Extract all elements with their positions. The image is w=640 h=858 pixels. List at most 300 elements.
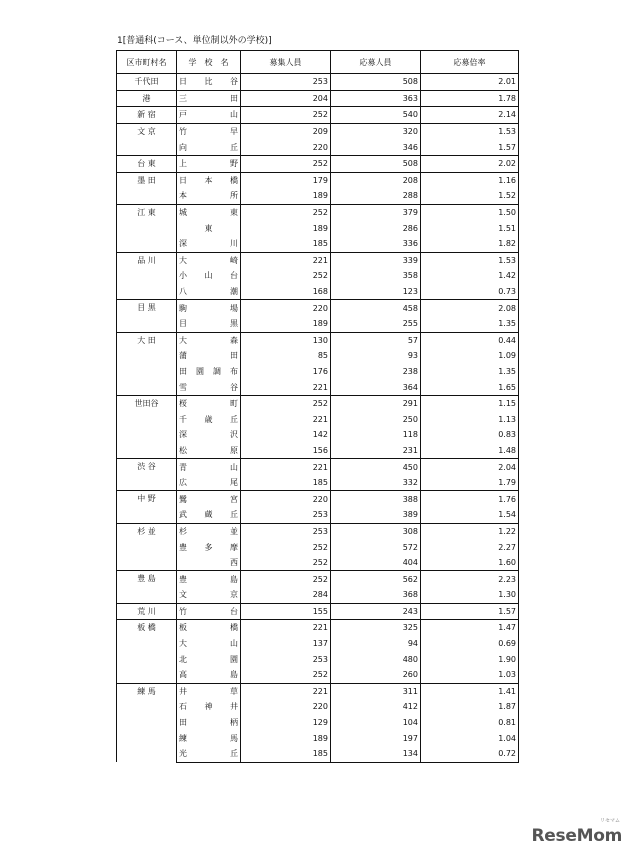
school-name-char: 所 [230,191,238,201]
school-name-char: 高 [179,670,187,680]
school-name-char: 山 [204,271,213,281]
school-name [177,411,241,427]
ratio-cell: 1.35 [421,364,519,380]
applicants-cell: 458 [331,300,421,316]
quota-cell: 221 [241,252,331,268]
applicants-cell: 572 [331,539,421,555]
quota-cell: 204 [241,90,331,107]
header-row [117,51,519,74]
school-name [177,316,241,332]
school-name [177,188,241,204]
table-row [117,715,519,731]
school-name-char: 場 [230,303,238,313]
table-row [117,683,519,699]
school-name-char: 練 [179,733,187,743]
school-name [177,620,241,636]
school-name-char: 大 [179,255,187,265]
school-name [177,459,241,475]
quota-cell: 185 [241,746,331,762]
ratio-cell: 1.79 [421,475,519,491]
table-row [117,507,519,523]
quota-cell: 168 [241,284,331,300]
school-name [177,332,241,348]
applicants-cell: 346 [331,139,421,155]
quota-cell: 220 [241,491,331,507]
applicants-cell: 208 [331,172,421,188]
ward-name: 中 野 [117,491,177,523]
quota-cell: 252 [241,555,331,571]
school-name-char: 原 [230,445,238,455]
quota-cell: 253 [241,651,331,667]
school-name [177,555,241,571]
quota-cell: 85 [241,348,331,364]
school-name-char: 台 [230,606,238,616]
school-name-char: 桜 [179,399,187,409]
school-name-char: 松 [179,445,187,455]
table-row [117,123,519,139]
ratio-cell: 1.47 [421,620,519,636]
school-name-char: 京 [230,590,238,600]
school-name-char: 調 [213,366,221,376]
school-name [177,268,241,284]
ratio-cell: 1.16 [421,172,519,188]
applicants-cell: 311 [331,683,421,699]
school-name [177,284,241,300]
quota-cell: 221 [241,683,331,699]
school-name-char: 島 [230,670,238,680]
table-row [117,300,519,316]
school-name-char: 田 [179,718,187,728]
quota-cell: 185 [241,475,331,491]
ratio-cell: 1.48 [421,443,519,459]
school-name-char: 八 [179,287,187,297]
school-name-char: 蒲 [179,351,187,361]
ratio-cell: 1.50 [421,204,519,220]
school-name-char: 千 [179,414,187,424]
school-name [177,395,241,411]
ratio-cell: 1.76 [421,491,519,507]
quota-cell: 220 [241,699,331,715]
resemom-logo: ReseMom [531,826,622,846]
applicants-cell: 562 [331,571,421,587]
quota-cell: 189 [241,730,331,746]
school-name-char: 文 [179,590,187,600]
table-row [117,252,519,268]
school-name [177,155,241,172]
school-name-char: 丘 [230,749,238,759]
ward-name: 港 [117,90,177,107]
school-name [177,300,241,316]
table-row [117,746,519,762]
school-name-char: 竹 [179,127,187,137]
ward-name: 千代田 [117,74,177,91]
school-name-char: 丘 [230,510,238,520]
school-name [177,636,241,652]
applicants-cell: 260 [331,667,421,683]
school-name-char: 宮 [230,494,238,504]
applicants-cell: 508 [331,74,421,91]
quota-cell: 252 [241,395,331,411]
quota-cell: 220 [241,300,331,316]
table-row [117,188,519,204]
header-ratio: 応募倍率 [421,51,519,74]
school-name-char: 尾 [230,478,238,488]
ratio-cell: 1.78 [421,90,519,107]
table-row [117,332,519,348]
ratio-cell: 1.57 [421,139,519,155]
applicants-cell: 508 [331,155,421,172]
school-name [177,699,241,715]
quota-cell: 176 [241,364,331,380]
table-row [117,268,519,284]
ratio-cell: 1.53 [421,252,519,268]
school-name-char: 武 [179,510,187,520]
school-name-char: 豊 [179,574,187,584]
ward-name: 品 川 [117,252,177,300]
ward-name: 練 馬 [117,683,177,762]
table-row [117,316,519,332]
header-applicants: 応募人員 [331,51,421,74]
admission-table [116,50,519,763]
ratio-cell: 0.83 [421,427,519,443]
applicants-cell: 286 [331,220,421,236]
applicants-cell: 104 [331,715,421,731]
quota-cell: 221 [241,411,331,427]
ratio-cell: 0.69 [421,636,519,652]
table-row [117,220,519,236]
school-name-char: 鷺 [179,494,187,504]
ward-name: 豊 島 [117,571,177,603]
ratio-cell: 0.73 [421,284,519,300]
school-name-char: 山 [230,110,238,120]
table-row [117,443,519,459]
school-name-char: 比 [204,77,213,87]
applicants-cell: 93 [331,348,421,364]
school-name-char: 潮 [230,287,238,297]
ratio-cell: 1.41 [421,683,519,699]
school-name [177,587,241,603]
school-name [177,220,241,236]
applicants-cell: 238 [331,364,421,380]
ratio-cell: 1.13 [421,411,519,427]
quota-cell: 253 [241,523,331,539]
header-school: 学 校 名 [177,51,241,74]
school-name [177,491,241,507]
applicants-cell: 540 [331,107,421,124]
applicants-cell: 325 [331,620,421,636]
table-row [117,571,519,587]
ratio-cell: 0.72 [421,746,519,762]
school-name-char: 山 [230,462,238,472]
applicants-cell: 94 [331,636,421,652]
school-name-char: 小 [179,271,187,281]
school-name [177,204,241,220]
ward-name: 大 田 [117,332,177,395]
applicants-cell: 412 [331,699,421,715]
quota-cell: 209 [241,123,331,139]
ratio-cell: 1.04 [421,730,519,746]
school-name-char: 井 [179,686,187,696]
applicants-cell: 231 [331,443,421,459]
school-name-char: 広 [179,478,187,488]
table-row [117,155,519,172]
school-name-char: 野 [230,159,238,169]
ratio-cell: 1.09 [421,348,519,364]
table-row [117,651,519,667]
quota-cell: 155 [241,603,331,620]
applicants-cell: 363 [331,90,421,107]
school-name-char: 丘 [230,142,238,152]
table-row [117,395,519,411]
applicants-cell: 134 [331,746,421,762]
school-name-char: 戸 [179,110,187,120]
quota-cell: 142 [241,427,331,443]
table-row [117,730,519,746]
applicants-cell: 450 [331,459,421,475]
applicants-cell: 250 [331,411,421,427]
table-row [117,90,519,107]
school-name-char: 板 [179,623,187,633]
school-name [177,730,241,746]
table-caption: 1[普通科(コース、単位制以外の学校)] [117,36,272,46]
school-name-char: 目 [179,319,187,329]
school-name [177,571,241,587]
school-name-char: 大 [179,639,187,649]
ratio-cell: 1.51 [421,220,519,236]
header-quota: 募集人員 [241,51,331,74]
ward-name: 世田谷 [117,395,177,458]
ward-name: 板 橋 [117,620,177,683]
ratio-cell: 2.04 [421,459,519,475]
table-row [117,636,519,652]
table-row [117,603,519,620]
school-name [177,348,241,364]
ratio-cell: 1.15 [421,395,519,411]
ratio-cell: 1.87 [421,699,519,715]
school-name-char: 馬 [230,733,238,743]
applicants-cell: 291 [331,395,421,411]
applicants-cell: 358 [331,268,421,284]
school-name [177,443,241,459]
ward-name: 文 京 [117,123,177,155]
table-row [117,587,519,603]
applicants-cell: 57 [331,332,421,348]
quota-cell: 252 [241,571,331,587]
table-row [117,348,519,364]
school-name [177,523,241,539]
school-name-char: 谷 [230,77,238,87]
school-name-char: 布 [230,366,238,376]
school-name-char: 大 [179,335,187,345]
school-name-char: 本 [179,191,187,201]
table-row [117,411,519,427]
school-name [177,603,241,620]
quota-cell: 185 [241,236,331,252]
school-name [177,107,241,124]
ratio-cell: 1.22 [421,523,519,539]
header-ward: 区市町村名 [117,51,177,74]
applicants-cell: 339 [331,252,421,268]
school-name [177,475,241,491]
school-name-char: 川 [230,239,238,249]
school-name-char: 園 [196,366,204,376]
table-row [117,284,519,300]
school-name-char: 蔵 [204,510,213,520]
school-name [177,74,241,91]
table-row [117,667,519,683]
school-name-char: 日 [179,77,187,87]
applicants-cell: 320 [331,123,421,139]
school-name-char: 橋 [230,623,238,633]
ratio-cell: 1.60 [421,555,519,571]
school-name-char: 摩 [230,542,238,552]
school-name [177,507,241,523]
quota-cell: 284 [241,587,331,603]
school-name-char: 黒 [230,319,238,329]
school-name-char: 沢 [230,430,238,440]
ratio-cell: 1.30 [421,587,519,603]
table-row [117,379,519,395]
quota-cell: 137 [241,636,331,652]
applicants-cell: 336 [331,236,421,252]
applicants-cell: 368 [331,587,421,603]
applicants-cell: 364 [331,379,421,395]
table-row [117,475,519,491]
school-name-char: 早 [230,127,238,137]
ratio-cell: 2.14 [421,107,519,124]
table-row [117,74,519,91]
applicants-cell: 480 [331,651,421,667]
school-name [177,427,241,443]
school-name-char: 田 [179,366,187,376]
quota-cell: 252 [241,107,331,124]
table-row [117,539,519,555]
applicants-cell: 308 [331,523,421,539]
applicants-cell: 288 [331,188,421,204]
school-name-char: 山 [230,639,238,649]
applicants-cell: 255 [331,316,421,332]
ward-name: 目 黒 [117,300,177,332]
table-row [117,523,519,539]
ratio-cell: 0.81 [421,715,519,731]
school-name-char: 三 [179,93,187,103]
quota-cell: 130 [241,332,331,348]
applicants-cell: 404 [331,555,421,571]
school-name-char: 城 [179,208,187,218]
ratio-cell: 2.27 [421,539,519,555]
school-name-char: 北 [179,654,187,664]
school-name-char: 本 [204,175,213,185]
applicants-cell: 123 [331,284,421,300]
school-name-char: 深 [179,239,187,249]
table-row [117,427,519,443]
ratio-cell: 2.23 [421,571,519,587]
ratio-cell: 1.53 [421,123,519,139]
school-name-char: 石 [179,702,187,712]
table-row [117,172,519,188]
school-name [177,364,241,380]
ratio-cell: 1.57 [421,603,519,620]
quota-cell: 189 [241,316,331,332]
ratio-cell: 1.82 [421,236,519,252]
school-name-char: 園 [230,654,238,664]
quota-cell: 189 [241,220,331,236]
table-body [117,74,519,763]
quota-cell: 252 [241,268,331,284]
quota-cell: 129 [241,715,331,731]
quota-cell: 179 [241,172,331,188]
ratio-cell: 2.08 [421,300,519,316]
school-name [177,252,241,268]
ratio-cell: 1.90 [421,651,519,667]
school-name-char: 駒 [179,303,187,313]
quota-cell: 252 [241,667,331,683]
ratio-cell: 1.52 [421,188,519,204]
quota-cell: 252 [241,539,331,555]
table-row [117,236,519,252]
school-name-char: 多 [204,542,213,552]
school-name [177,236,241,252]
school-name [177,683,241,699]
ward-name: 渋 谷 [117,459,177,491]
school-name-char: 竹 [179,606,187,616]
ward-name: 台 東 [117,155,177,172]
school-name-char: 青 [179,462,187,472]
school-name-char: 町 [230,399,238,409]
school-name-char: 崎 [230,255,238,265]
quota-cell: 253 [241,507,331,523]
quota-cell: 252 [241,204,331,220]
ward-name: 荒 川 [117,603,177,620]
school-name [177,651,241,667]
applicants-cell: 118 [331,427,421,443]
school-name-char: 日 [179,175,187,185]
table-row [117,699,519,715]
school-name-char: 島 [230,574,238,584]
school-name-char: 橋 [230,175,238,185]
school-name-char: 草 [230,686,238,696]
watermark-kana: リセマム [600,818,620,824]
school-name-char: 杉 [179,526,187,536]
ratio-cell: 1.35 [421,316,519,332]
school-name [177,90,241,107]
ratio-cell: 1.03 [421,667,519,683]
table-row [117,555,519,571]
school-name [177,139,241,155]
school-name [177,172,241,188]
ratio-cell: 2.01 [421,74,519,91]
applicants-cell: 243 [331,603,421,620]
school-name-char: 上 [179,159,187,169]
ratio-cell: 1.42 [421,268,519,284]
school-name-char: 深 [179,430,187,440]
ratio-cell: 1.54 [421,507,519,523]
school-name-char: 豊 [179,542,187,552]
school-name [177,715,241,731]
school-name-char: 光 [179,749,187,759]
applicants-cell: 197 [331,730,421,746]
applicants-cell: 389 [331,507,421,523]
ward-name: 新 宿 [117,107,177,124]
quota-cell: 221 [241,459,331,475]
ward-name: 墨 田 [117,172,177,204]
ratio-cell: 1.65 [421,379,519,395]
table-row [117,364,519,380]
quota-cell: 221 [241,620,331,636]
quota-cell: 220 [241,139,331,155]
school-name [177,746,241,762]
school-name-char: 丘 [230,414,238,424]
